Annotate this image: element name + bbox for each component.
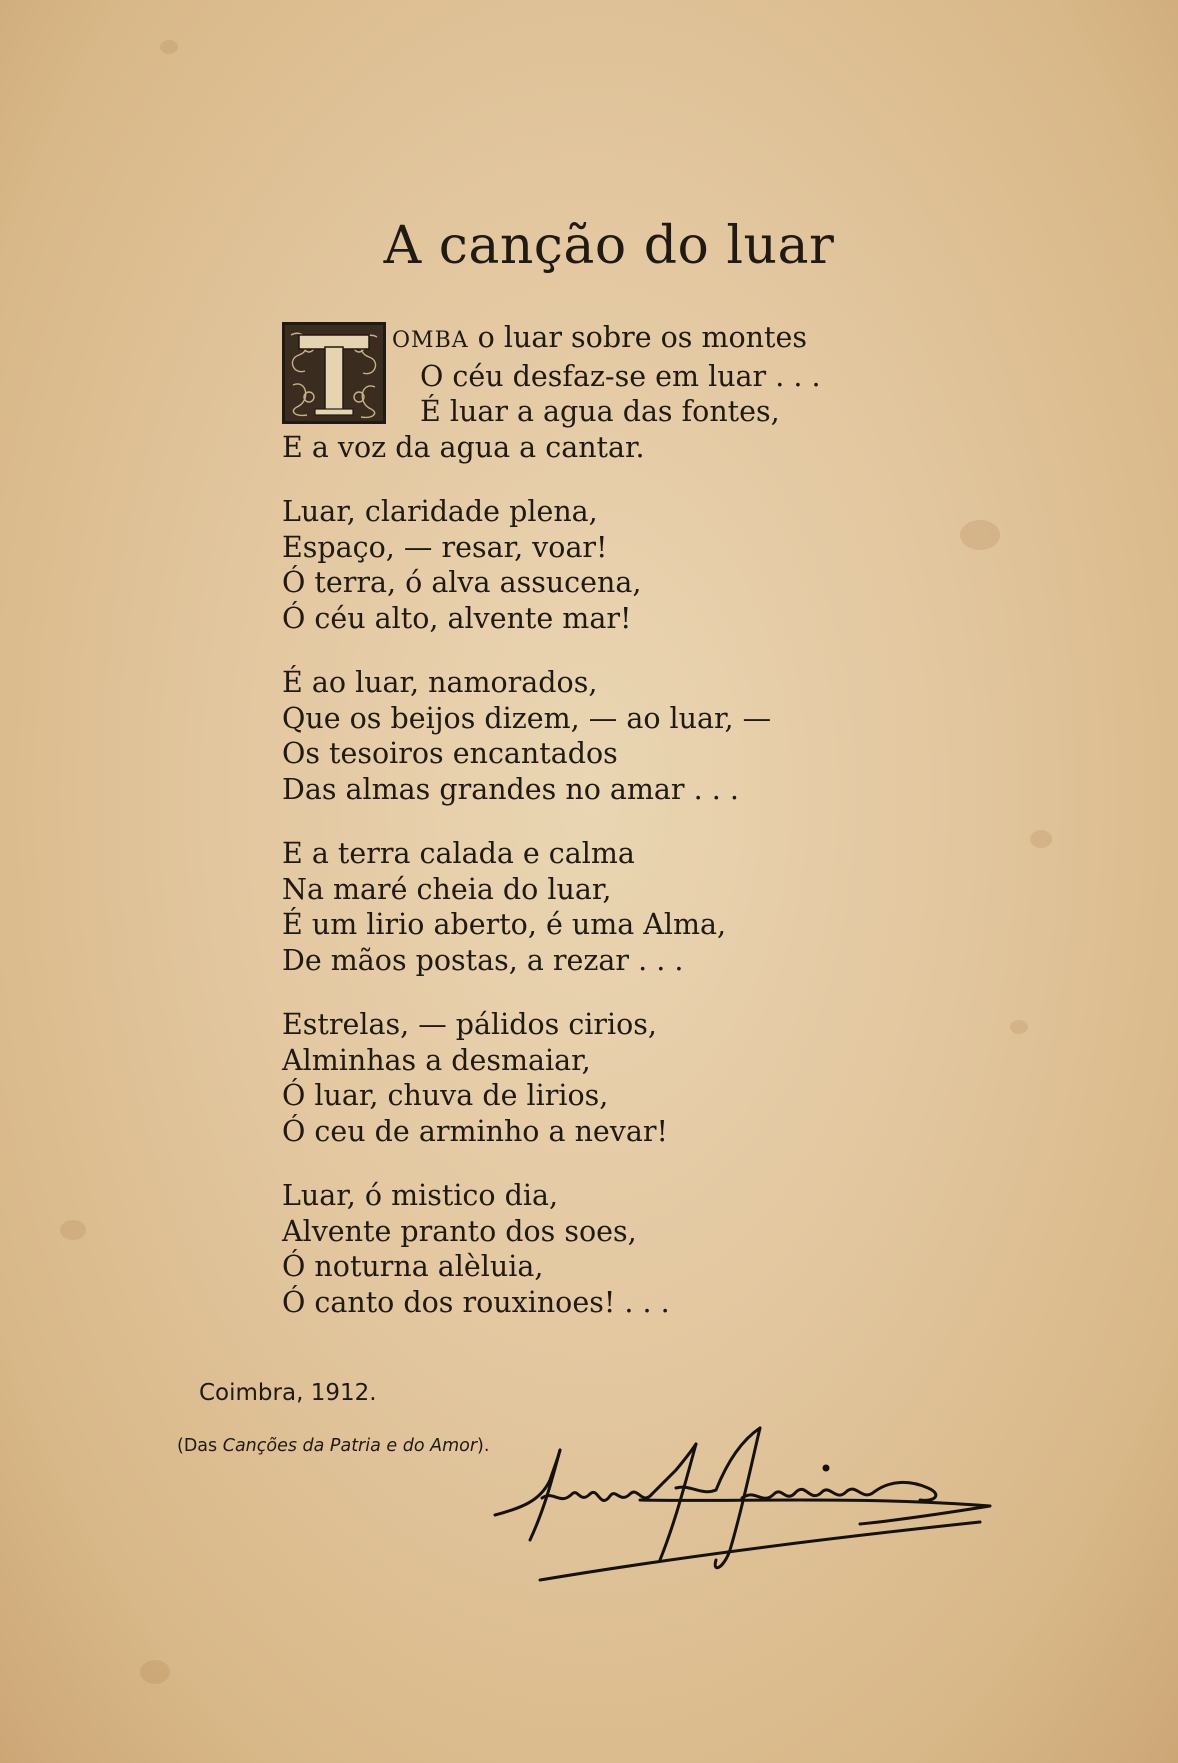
poem-title: A canção do luar [383, 216, 835, 276]
paper-stain [1010, 1020, 1028, 1034]
poem-line: Luar, claridade plena, [282, 495, 598, 528]
poem-body [282, 320, 842, 1349]
paper-stain [1030, 830, 1052, 848]
poem-line: Alminhas a desmaiar, [282, 1043, 591, 1077]
poem-line: O céu desfaz-se em luar . . . [420, 359, 821, 393]
source-title: Canções da Patria e do Amor [222, 1436, 478, 1456]
poem-line: É luar a agua das fontes, [420, 395, 780, 428]
ornamental-dropcap-t [282, 322, 386, 424]
poem-line: Luar, ó mistico dia, [282, 1179, 559, 1212]
handwritten-signature [480, 1410, 1060, 1610]
poem-line: Estrelas, — pálidos cirios, [282, 1008, 657, 1041]
poem-line: Que os beijos dizem, — ao luar, — [282, 701, 772, 735]
poem-line: Ó noturna alèluia, [282, 1250, 544, 1283]
ornament-icon [285, 325, 383, 421]
poem-line: E a voz da agua a cantar. [282, 430, 645, 464]
stanza-2 [282, 494, 842, 636]
poem-line: É um lirio aberto, é uma Alma, [282, 908, 727, 941]
stanza-4 [282, 836, 842, 978]
line-text: o luar sobre os montes [468, 321, 807, 354]
source-note [177, 1436, 489, 1456]
paper-stain [960, 520, 1000, 550]
paper-stain [160, 40, 178, 54]
poem-line: Espaço, — resar, voar! [282, 530, 608, 564]
poem-line: Ó luar, chuva de lirios, [282, 1079, 609, 1112]
poem-line: Ó terra, ó alva assucena, [282, 566, 642, 599]
paper-stain [60, 1220, 86, 1240]
stanza-5 [282, 1007, 842, 1149]
line-smallcaps: OMBA [392, 328, 469, 353]
stanza-1 [282, 320, 842, 465]
poem-line: De mãos postas, a rezar . . . [282, 943, 684, 977]
stanza-3 [282, 665, 842, 807]
poem-line: E a terra calada e calma [282, 837, 635, 870]
source-prefix: (Das [177, 1436, 223, 1456]
poem-line: Ó ceu de arminho a nevar! [282, 1114, 668, 1148]
poem-line: É ao luar, namorados, [282, 666, 598, 699]
source-suffix: ). [477, 1436, 490, 1456]
paper-stain [140, 1660, 170, 1684]
poem-line: Ó céu alto, alvente mar! [282, 601, 632, 635]
poem-line: Das almas grandes no amar . . . [282, 772, 739, 806]
poem-line: Ó canto dos rouxinoes! . . . [282, 1285, 670, 1319]
poem-line: Alvente pranto dos soes, [282, 1214, 637, 1248]
place-date: Coimbra, 1912. [199, 1380, 377, 1406]
poem-line: Na maré cheia do luar, [282, 872, 612, 906]
poem-line: Os tesoiros encantados [282, 737, 618, 770]
stanza-6 [282, 1178, 842, 1320]
